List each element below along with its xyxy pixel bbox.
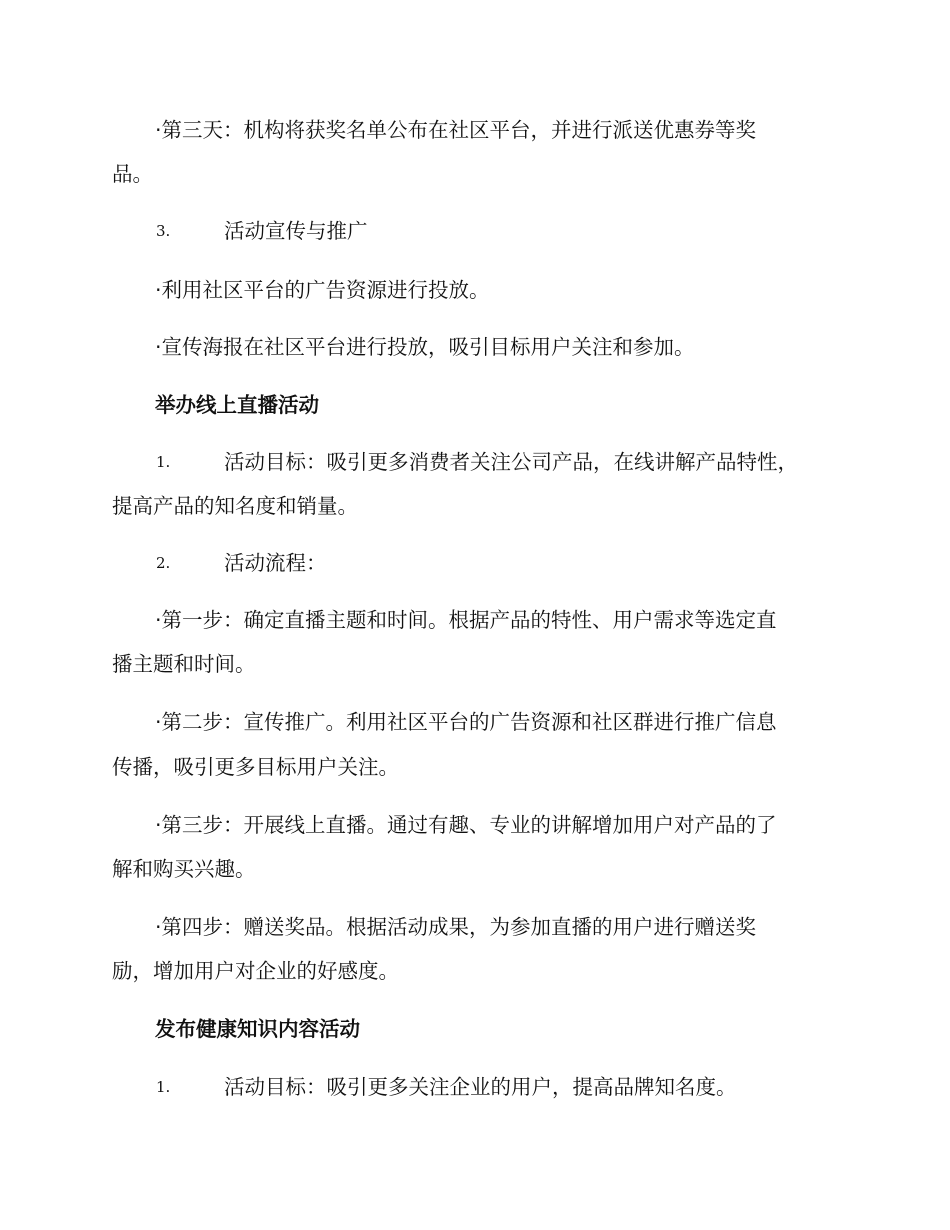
bullet-day3-line2: 品。 xyxy=(112,162,153,186)
numbered-item-1-goal-cont: 提高产品的知名度和销量。 xyxy=(112,494,358,518)
bullet-step4-line1: ·第四步：赠送奖品。根据活动成果，为参加直播的用户进行赠送奖 xyxy=(155,915,757,939)
bullet-step2-line2: 传播，吸引更多目标用户关注。 xyxy=(112,755,399,779)
bullet-step3-line2: 解和购买兴趣。 xyxy=(112,857,256,881)
bullet-step1-line2: 播主题和时间。 xyxy=(112,652,256,676)
bullet-day3-line1: ·第三天：机构将获奖名单公布在社区平台，并进行派送优惠券等奖 xyxy=(155,118,757,142)
item-number: 1. xyxy=(156,453,171,471)
numbered-item-3 xyxy=(0,217,950,245)
item-number: 2. xyxy=(156,554,171,572)
bullet-ad-resources: ·利用社区平台的广告资源进行投放。 xyxy=(155,278,490,302)
item-number: 1. xyxy=(156,1078,171,1096)
section-heading-health-content: 发布健康知识内容活动 xyxy=(155,1017,360,1041)
item-text: 活动目标：吸引更多消费者关注公司产品，在线讲解产品特性， xyxy=(224,450,798,474)
bullet-step1-line1: ·第一步：确定直播主题和时间。根据产品的特性、用户需求等选定直 xyxy=(155,608,777,632)
item-number: 3. xyxy=(156,222,171,240)
bullet-step2-line1: ·第二步：宣传推广。利用社区平台的广告资源和社区群进行推广信息 xyxy=(155,710,777,734)
section-heading-livestream: 举办线上直播活动 xyxy=(155,393,319,417)
item-text: 活动宣传与推广 xyxy=(224,219,368,243)
numbered-item-1-goal xyxy=(0,448,950,476)
bullet-poster: ·宣传海报在社区平台进行投放，吸引目标用户关注和参加。 xyxy=(155,335,695,359)
item-text: 活动流程： xyxy=(224,551,327,575)
numbered-item-1-health-goal xyxy=(0,1073,950,1101)
bullet-step3-line1: ·第三步：开展线上直播。通过有趣、专业的讲解增加用户对产品的了 xyxy=(155,813,777,837)
item-text: 活动目标：吸引更多关注企业的用户，提高品牌知名度。 xyxy=(224,1075,737,1099)
numbered-item-2-process xyxy=(0,549,950,577)
bullet-step4-line2: 励，增加用户对企业的好感度。 xyxy=(112,959,399,983)
